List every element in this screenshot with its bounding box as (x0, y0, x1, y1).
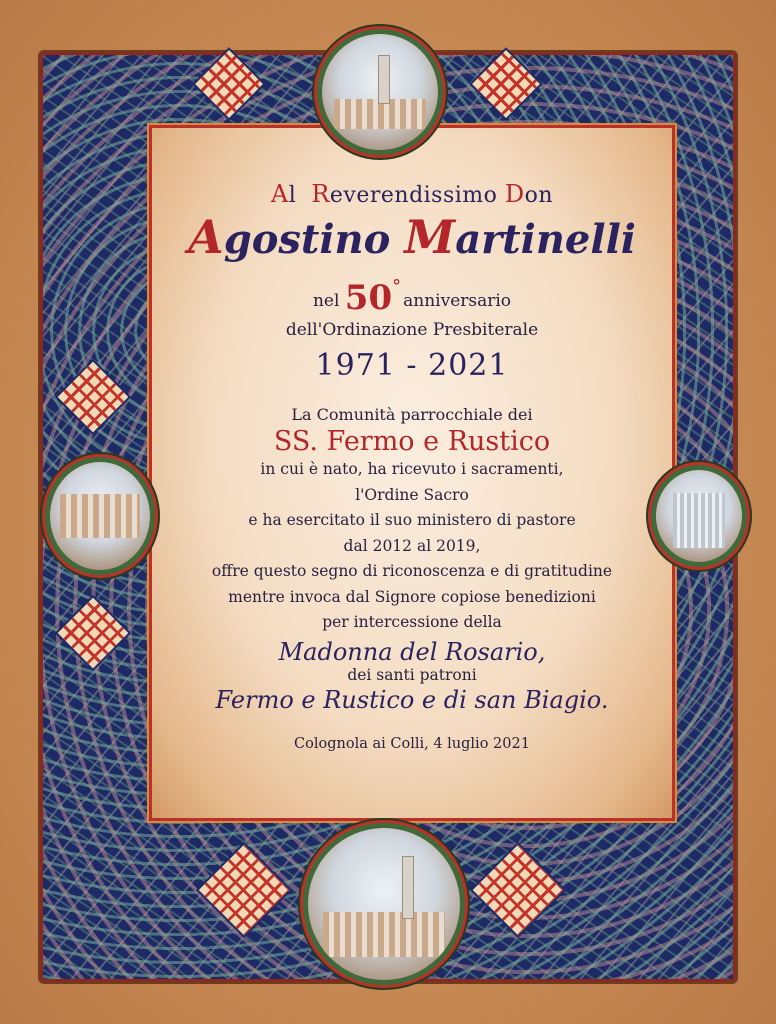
body-line: in cui è nato, ha ricevuto i sacramenti, (260, 460, 564, 478)
dedication-text (152, 170, 672, 752)
parish-name: SS. Fermo e Rustico (273, 426, 551, 457)
community-intro: La Comunità parrocchiale dei (291, 405, 533, 424)
place-date: Colognola ai Colli, 4 luglio 2021 (294, 735, 530, 752)
body-line: e ha esercitato il suo ministero di pastore (248, 511, 576, 529)
body-line: dal 2012 al 2019, (343, 536, 481, 555)
medallion-left-church-facade (50, 462, 150, 570)
medallion-top-town-view (322, 34, 438, 150)
salutation: Al Reverendissimo Don (270, 180, 554, 208)
body-line: offre questo segno di riconoscenza e di gratitudine (211, 562, 613, 580)
recipient-name: Agostino Martinelli (188, 210, 636, 264)
madonna-title: Madonna del Rosario, (278, 637, 546, 666)
saints-line: Fermo e Rustico e di san Biagio. (215, 685, 609, 714)
years-range: 1971 - 2021 (315, 348, 509, 383)
ordination-line: dell'Ordinazione Presbiterale (285, 320, 539, 340)
patroni-line: dei santi patroni (347, 665, 477, 684)
body-line: l'Ordine Sacro (355, 485, 469, 504)
anniversary-number: 50 (344, 278, 393, 318)
body-line: per intercessione della (322, 613, 502, 631)
anniversary-line: nel 50°anniversario (312, 276, 512, 318)
body-line: mentre invoca dal Signore copiose benedizioni (228, 587, 596, 606)
medallion-bottom-bell-tower (308, 828, 460, 980)
